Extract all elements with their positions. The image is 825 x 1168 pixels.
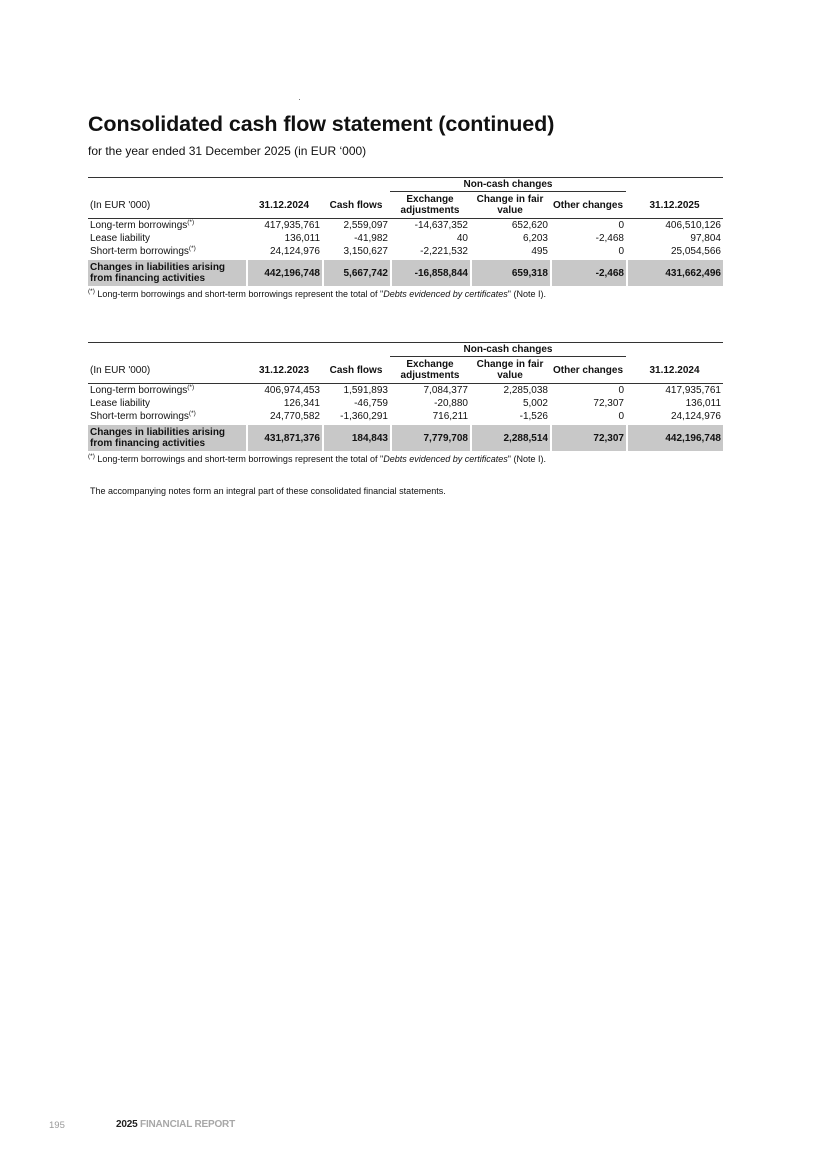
table-row — [88, 384, 723, 397]
total-value: 5,667,742 — [322, 260, 390, 286]
row-label — [88, 245, 246, 258]
col-header-other: Other changes — [550, 192, 626, 219]
cell-value: 136,011 — [284, 232, 320, 244]
col-header-exchange-line2: adjustments — [400, 205, 460, 216]
non-cash-changes-header: Non-cash changes — [390, 343, 626, 357]
footnote-marker: (*) — [188, 244, 196, 252]
cell-value: 2,285,038 — [503, 384, 548, 396]
row-label — [88, 410, 246, 423]
footnote-italic-text: Debts evidenced by certificates — [383, 289, 508, 299]
total-value: 2,288,514 — [470, 425, 550, 451]
cash-flow-table — [88, 342, 723, 451]
liabilities-table-2025 — [88, 177, 723, 299]
page-title: Consolidated cash flow statement (continued) — [88, 112, 555, 136]
cell-value: 40 — [456, 232, 468, 244]
footnote-text-post: " (Note I). — [507, 289, 546, 299]
cell-value: 5,002 — [522, 397, 548, 409]
cell-value: 72,307 — [593, 397, 624, 409]
cell-value: -20,880 — [434, 397, 468, 409]
row-label-text: Long-term borrowings — [90, 219, 188, 231]
cell-value: 7,084,377 — [423, 384, 468, 396]
page-subtitle: for the year ended 31 December 2025 (in EUR ‘000) — [88, 144, 367, 158]
cell-value: -41,982 — [354, 232, 388, 244]
cell-value: 97,804 — [690, 232, 721, 244]
col-header-opening: 31.12.2024 — [246, 192, 322, 219]
footnote-italic-text: Debts evidenced by certificates — [383, 454, 508, 464]
total-label-line1: Changes in liabilities arising — [90, 427, 226, 438]
col-header-other: Other changes — [550, 357, 626, 384]
cell-value: 0 — [618, 219, 624, 231]
cell-value: 2,559,097 — [343, 219, 388, 231]
cell-value: 6,203 — [522, 232, 548, 244]
liabilities-table-2024 — [88, 342, 723, 464]
total-value: -2,468 — [550, 260, 626, 286]
row-label-text: Long-term borrowings — [90, 384, 188, 396]
total-value: -16,858,844 — [390, 260, 470, 286]
cell-value: 126,341 — [283, 397, 320, 409]
footnote-marker: (*) — [188, 409, 196, 417]
cell-value: 406,510,126 — [665, 219, 721, 231]
footnote-marker: (*) — [187, 218, 195, 226]
cell-value: 24,124,976 — [269, 245, 320, 257]
row-label-text: Short-term borrowings — [90, 410, 189, 422]
table-row — [88, 245, 723, 258]
cell-value: 417,935,761 — [665, 384, 721, 396]
total-label-line2: from financing activities — [90, 273, 206, 284]
col-header-fair-value — [470, 192, 550, 219]
cell-value: 406,974,453 — [264, 384, 320, 396]
accompanying-notes-statement: The accompanying notes form an integral part of these consolidated financial statements. — [90, 486, 446, 496]
total-value: 442,196,748 — [246, 260, 322, 286]
total-value: 442,196,748 — [626, 425, 723, 451]
col-header-fair-line2: value — [497, 370, 523, 381]
total-value: 184,843 — [322, 425, 390, 451]
footnote-marker: (*) — [88, 288, 95, 295]
table-row — [88, 232, 723, 245]
col-header-opening: 31.12.2023 — [246, 357, 322, 384]
col-header-exchange-line1: Exchange — [406, 359, 454, 370]
total-row — [88, 425, 723, 451]
cell-value: -14,637,352 — [414, 219, 468, 231]
col-header-cash-flows: Cash flows — [322, 357, 390, 384]
total-label — [88, 425, 246, 451]
page-number: 195 — [49, 1120, 65, 1131]
row-label — [88, 219, 246, 232]
footnote-text-post: " (Note I). — [507, 454, 546, 464]
non-cash-changes-header: Non-cash changes — [390, 178, 626, 192]
cash-flow-table — [88, 177, 723, 286]
stray-dot — [299, 99, 300, 100]
cell-value: 25,054,566 — [670, 245, 721, 257]
footnote-marker: (*) — [88, 453, 95, 460]
cell-value: 0 — [618, 245, 624, 257]
table-row — [88, 410, 723, 423]
total-value: 431,871,376 — [246, 425, 322, 451]
cell-value: -2,468 — [595, 232, 624, 244]
col-header-exchange — [390, 192, 470, 219]
cell-value: 24,770,582 — [269, 410, 320, 422]
col-header-fair-line1: Change in fair — [476, 359, 544, 370]
table-footnote — [88, 289, 723, 299]
col-header-closing: 31.12.2025 — [626, 192, 723, 219]
cell-value: 1,591,893 — [343, 384, 388, 396]
total-value: 659,318 — [470, 260, 550, 286]
row-label — [88, 232, 246, 245]
table-row — [88, 397, 723, 410]
total-value: 72,307 — [550, 425, 626, 451]
footnote-text-pre: Long-term borrowings and short-term borrowings represent the total of " — [94, 289, 384, 299]
total-label-line1: Changes in liabilities arising — [90, 262, 226, 273]
brand-label: FINANCIAL REPORT — [137, 1119, 235, 1130]
cell-value: 652,620 — [511, 219, 548, 231]
row-label-text: Lease liability — [90, 397, 151, 409]
brand-year: 2025 — [116, 1119, 138, 1130]
row-label — [88, 397, 246, 410]
row-label — [88, 384, 246, 397]
col-header-exchange-line2: adjustments — [400, 370, 460, 381]
cell-value: -1,360,291 — [340, 410, 388, 422]
footnote-text-pre: Long-term borrowings and short-term borrowings represent the total of " — [94, 454, 384, 464]
cell-value: 24,124,976 — [670, 410, 721, 422]
total-row — [88, 260, 723, 286]
total-value: 7,779,708 — [390, 425, 470, 451]
col-header-fair-line1: Change in fair — [476, 194, 544, 205]
cell-value: 495 — [531, 245, 548, 257]
cell-value: -46,759 — [354, 397, 388, 409]
row-label-text: Short-term borrowings — [90, 245, 189, 257]
table-footnote — [88, 454, 723, 464]
col-header-exchange-line1: Exchange — [406, 194, 454, 205]
footnote-marker: (*) — [187, 383, 195, 391]
row-label-text: Lease liability — [90, 232, 151, 244]
total-label — [88, 260, 246, 286]
col-header-exchange — [390, 357, 470, 384]
col-header-fair-line2: value — [497, 205, 523, 216]
total-label-line2: from financing activities — [90, 438, 206, 449]
cell-value: 0 — [618, 410, 624, 422]
cell-value: 0 — [618, 384, 624, 396]
cell-value: -2,221,532 — [420, 245, 468, 257]
col-header-label: (In EUR '000) — [88, 192, 246, 219]
cell-value: 3,150,627 — [343, 245, 388, 257]
total-value: 431,662,496 — [626, 260, 723, 286]
cell-value: 136,011 — [685, 397, 721, 409]
col-header-closing: 31.12.2024 — [626, 357, 723, 384]
col-header-cash-flows: Cash flows — [322, 192, 390, 219]
cell-value: 417,935,761 — [264, 219, 320, 231]
col-header-fair-value — [470, 357, 550, 384]
table-row — [88, 219, 723, 232]
report-brand — [116, 1119, 235, 1130]
cell-value: -1,526 — [519, 410, 548, 422]
cell-value: 716,211 — [432, 410, 468, 422]
col-header-label: (In EUR '000) — [88, 357, 246, 384]
